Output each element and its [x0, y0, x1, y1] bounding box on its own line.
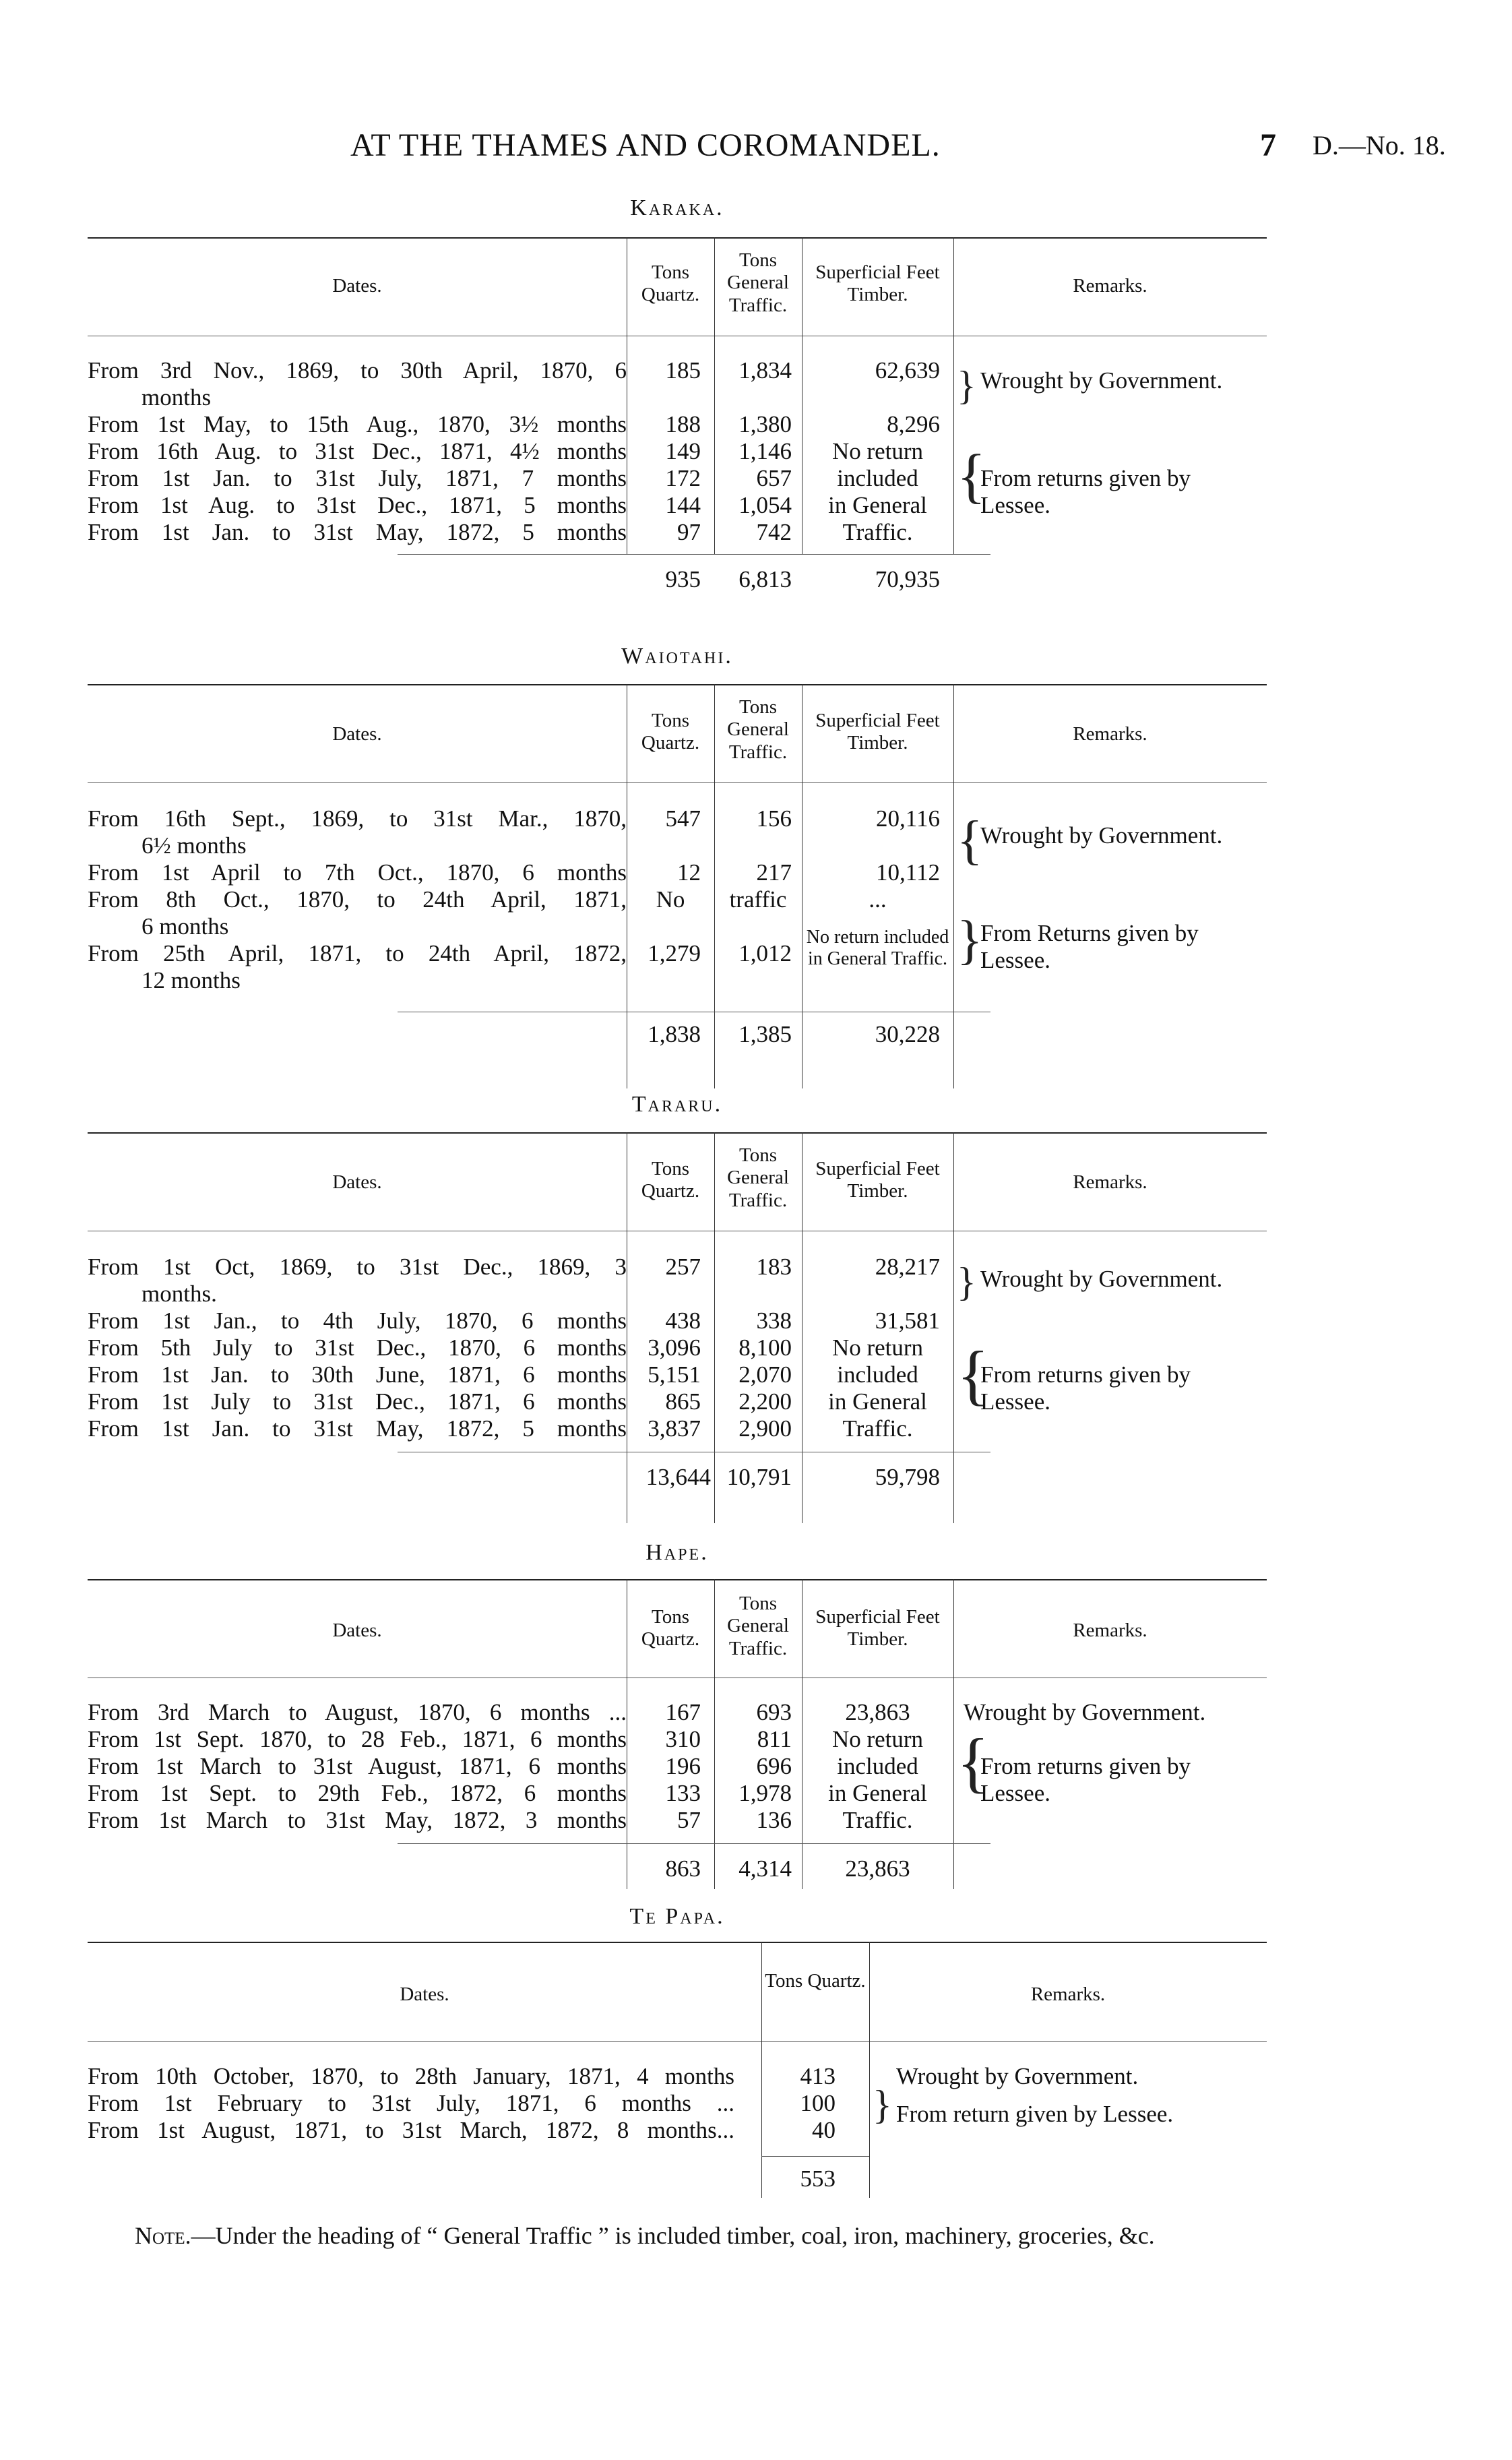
section-title: Waiotahi.: [621, 644, 733, 669]
total-timber: 59,798: [875, 1464, 940, 1490]
cell-timber: included: [837, 465, 918, 491]
cell-tons-quartz: 3,837: [648, 1415, 701, 1442]
cell-tons-quartz: 144: [665, 492, 701, 518]
divider: [88, 782, 1267, 783]
cell-tons-general: 1,380: [738, 411, 792, 437]
totals-rule: [398, 1843, 990, 1844]
total-tons-quartz: 1,838: [648, 1021, 701, 1047]
table-row-dates: From 1st Jan. to 31st July, 1871, 7 months: [88, 465, 627, 491]
cell-tons-quartz: 257: [665, 1254, 701, 1280]
cell-timber: Traffic.: [842, 1415, 913, 1442]
cell-tons-quartz: No: [656, 886, 685, 913]
table-row-dates-continued: 12 months: [141, 967, 241, 993]
cell-tons-general: 657: [756, 465, 792, 491]
document-reference: D.—No. 18.: [1313, 130, 1446, 160]
column-rule: [869, 1942, 870, 2198]
total-tons-quartz: 863: [665, 1855, 701, 1882]
note-text: —Under the heading of “ General Traffic ” is included timber, coal, iron, machinery, groceries, &c.: [191, 2222, 1155, 2249]
cell-tons-quartz: 97: [677, 519, 701, 545]
column-header-tons-general: Tons General Traffic.: [727, 1593, 789, 1659]
column-header-dates: Dates.: [332, 723, 382, 745]
remark-government: Wrought by Government.: [980, 1266, 1223, 1292]
divider: [88, 1942, 1267, 1943]
column-header-dates: Dates.: [332, 275, 382, 297]
cell-tons-general: 156: [756, 805, 792, 832]
total-tons-general: 6,813: [738, 566, 792, 592]
column-header-timber: Superficial Feet Timber.: [815, 1158, 940, 1202]
brace: }: [957, 1260, 976, 1304]
cell-timber: No return: [831, 1726, 924, 1752]
divider: [88, 684, 1267, 685]
totals-rule: [398, 554, 990, 555]
brace: {: [957, 811, 983, 870]
total-tons-quartz: 935: [665, 566, 701, 592]
remark-lessee: From returns given by Lessee.: [980, 1361, 1191, 1415]
page-number: 7: [1260, 127, 1276, 163]
table-row-dates-continued: 6 months: [141, 913, 229, 940]
waiotahi-section: [88, 644, 1267, 1075]
table-row-dates: From 5th July to 31st Dec., 1870, 6 months: [88, 1334, 627, 1361]
cell-tons-quartz: 133: [665, 1780, 701, 1806]
table-row-dates: From 3rd March to August, 1870, 6 months ...: [88, 1699, 627, 1725]
total-timber: 23,863: [845, 1855, 910, 1882]
note-label: Note.: [135, 2222, 191, 2249]
divider: [88, 1579, 1267, 1580]
brace: {: [957, 1725, 989, 1800]
table-row-dates: From 1st Jan. to 31st May, 1872, 5 months: [88, 519, 627, 545]
total-tons-general: 10,791: [726, 1464, 792, 1490]
cell-tons-quartz: 12: [677, 859, 701, 886]
table-row-dates: From 3rd Nov., 1869, to 30th April, 1870, 6: [88, 357, 627, 383]
cell-tons-quartz: 40: [812, 2117, 836, 2143]
cell-tons-quartz: 310: [665, 1726, 701, 1752]
cell-timber: 23,863: [845, 1699, 910, 1725]
table-row-dates: From 16th Aug. to 31st Dec., 1871, 4½ months: [88, 438, 627, 464]
cell-tons-general: 8,100: [738, 1334, 792, 1361]
cell-timber: ...: [869, 886, 887, 913]
remark-government: Wrought by Government.: [980, 822, 1223, 849]
column-header-timber: Superficial Feet Timber.: [815, 262, 940, 306]
divider: [88, 237, 1267, 239]
table-row-dates: From 1st Sept. 1870, to 28 Feb., 1871, 6 months: [88, 1726, 627, 1752]
column-header-tons-quartz: Tons Quartz.: [641, 1606, 700, 1651]
table-row-dates: From 8th Oct., 1870, to 24th April, 1871,: [88, 886, 627, 913]
karaka-section: [88, 195, 1267, 627]
totals-rule: [761, 2156, 869, 2157]
table-row-dates: From 1st May, to 15th Aug., 1870, 3½ months: [88, 411, 627, 437]
column-header-remarks: Remarks.: [1073, 1171, 1147, 1193]
total-tons-general: 1,385: [738, 1021, 792, 1047]
page-header: [0, 127, 1512, 167]
column-rule: [953, 1579, 954, 1889]
cell-tons-quartz: 100: [800, 2090, 836, 2116]
divider: [88, 2041, 1267, 2042]
cell-timber: No return: [831, 438, 924, 464]
cell-timber: No return included in General Traffic.: [806, 927, 949, 969]
column-rule: [953, 684, 954, 1088]
table-row-dates: From 1st Jan. to 31st May, 1872, 5 months: [88, 1415, 627, 1442]
column-header-timber: Superficial Feet Timber.: [815, 710, 940, 754]
section-title: Karaka.: [630, 195, 724, 220]
cell-timber: 20,116: [876, 805, 940, 832]
column-header-tons-quartz: Tons Quartz.: [641, 262, 700, 306]
cell-tons-general: 338: [756, 1308, 792, 1334]
remark-lessee: From Returns given by Lessee.: [980, 920, 1199, 973]
remark-lessee: From returns given by Lessee.: [980, 465, 1191, 518]
table-row-dates: From 25th April, 1871, to 24th April, 1872,: [88, 940, 627, 966]
brace: {: [957, 443, 986, 510]
table-row-dates: From 1st Aug. to 31st Dec., 1871, 5 months: [88, 492, 627, 518]
cell-timber: Traffic.: [842, 519, 913, 545]
total-tons-general: 4,314: [738, 1855, 792, 1882]
divider: [88, 1132, 1267, 1134]
column-header-remarks: Remarks.: [1030, 1984, 1106, 2005]
page-title: AT THE THAMES AND COROMANDEL.: [350, 127, 941, 163]
table-row-dates: From 1st Oct, 1869, to 31st Dec., 1869, 3: [88, 1254, 627, 1280]
table-row-dates: From 1st February to 31st July, 1871, 6 months ...: [88, 2090, 734, 2116]
cell-tons-quartz: 172: [665, 465, 701, 491]
cell-tons-general: 693: [756, 1699, 792, 1725]
cell-timber: 28,217: [875, 1254, 940, 1280]
section-title: Tararu.: [631, 1092, 723, 1117]
table-row-dates: From 1st March to 31st August, 1871, 6 months: [88, 1753, 627, 1779]
column-header-tons-general: Tons General Traffic.: [727, 1144, 789, 1211]
cell-tons-quartz: 865: [665, 1388, 701, 1415]
cell-tons-quartz: 3,096: [648, 1334, 701, 1361]
footnote: [88, 2221, 1263, 2250]
cell-tons-general: 2,900: [738, 1415, 792, 1442]
table-row-dates: From 10th October, 1870, to 28th January, 1871, 4 months: [88, 2063, 734, 2089]
cell-tons-quartz: 1,279: [648, 940, 701, 966]
table-row-dates: From 16th Sept., 1869, to 31st Mar., 1870,: [88, 805, 627, 832]
cell-tons-quartz: 57: [677, 1807, 701, 1833]
cell-timber: included: [837, 1753, 918, 1779]
table-row-dates: From 1st Sept. to 29th Feb., 1872, 6 months: [88, 1780, 627, 1806]
cell-timber: 62,639: [875, 357, 940, 383]
cell-tons-general: 2,070: [738, 1361, 792, 1388]
table-row-dates: From 1st August, 1871, to 31st March, 1872, 8 months...: [88, 2117, 734, 2143]
cell-timber: Traffic.: [842, 1807, 913, 1833]
cell-tons-general: 2,200: [738, 1388, 792, 1415]
cell-timber: included: [837, 1361, 918, 1388]
cell-tons-general: 1,978: [738, 1780, 792, 1806]
cell-tons-general: 1,012: [738, 940, 792, 966]
table-row-dates: From 1st March to 31st May, 1872, 3 months: [88, 1807, 627, 1833]
cell-tons-general: traffic: [729, 886, 787, 913]
cell-tons-quartz: 413: [800, 2063, 836, 2089]
brace: }: [957, 363, 976, 408]
cell-timber: No return: [831, 1334, 924, 1361]
table-row-dates: From 1st Jan. to 30th June, 1871, 6 months: [88, 1361, 627, 1388]
column-header-dates: Dates.: [332, 1620, 382, 1641]
total-timber: 30,228: [875, 1021, 940, 1047]
brace: {: [957, 1337, 989, 1412]
brace: }: [873, 2083, 892, 2127]
table-row-dates-continued: months.: [141, 1281, 217, 1307]
column-header-remarks: Remarks.: [1073, 723, 1147, 745]
cell-tons-general: 1,054: [738, 492, 792, 518]
column-header-tons-quartz: Tons Quartz.: [641, 1158, 700, 1202]
hape-section: [88, 1540, 1267, 1890]
cell-timber: in General: [828, 492, 927, 518]
cell-tons-quartz: 196: [665, 1753, 701, 1779]
column-header-dates: Dates.: [332, 1171, 382, 1193]
table-row-dates-continued: months: [141, 384, 212, 410]
column-header-tons-general: Tons General Traffic.: [727, 696, 789, 763]
cell-tons-quartz: 185: [665, 357, 701, 383]
remark-lessee: From return given by Lessee.: [896, 2101, 1174, 2127]
cell-tons-quartz: 167: [665, 1699, 701, 1725]
column-header-timber: Superficial Feet Timber.: [815, 1606, 940, 1651]
remark-government: Wrought by Government.: [980, 367, 1223, 394]
table-row-dates: From 1st April to 7th Oct., 1870, 6 months: [88, 859, 627, 886]
column-header-tons-quartz: Tons Quartz.: [765, 1970, 866, 1992]
table-row-dates-continued: 6½ months: [141, 832, 247, 859]
column-header-remarks: Remarks.: [1073, 275, 1147, 297]
cell-tons-quartz: 438: [665, 1308, 701, 1334]
cell-tons-general: 217: [756, 859, 792, 886]
cell-tons-general: 1,834: [738, 357, 792, 383]
total-timber: 70,935: [875, 566, 940, 592]
cell-tons-general: 811: [757, 1726, 792, 1752]
remark-government: Wrought by Government.: [964, 1699, 1206, 1725]
cell-tons-general: 183: [756, 1254, 792, 1280]
cell-timber: 10,112: [876, 859, 940, 886]
column-header-remarks: Remarks.: [1073, 1620, 1147, 1641]
cell-tons-general: 696: [756, 1753, 792, 1779]
cell-tons-general: 136: [756, 1807, 792, 1833]
remark-lessee: From returns given by Lessee.: [980, 1753, 1191, 1806]
column-header-tons-general: Tons General Traffic.: [727, 249, 789, 316]
cell-timber: 8,296: [887, 411, 940, 437]
table-row-dates: From 1st Jan., to 4th July, 1870, 6 months: [88, 1308, 627, 1334]
total-tons-quartz: 553: [800, 2165, 836, 2192]
brace: }: [957, 911, 983, 970]
column-header-dates: Dates.: [400, 1984, 449, 2005]
column-rule: [953, 237, 954, 554]
section-title: Te Papa.: [629, 1904, 725, 1929]
table-row-dates: From 1st July to 31st Dec., 1871, 6 months: [88, 1388, 627, 1415]
column-header-tons-quartz: Tons Quartz.: [641, 710, 700, 754]
cell-tons-general: 742: [756, 519, 792, 545]
tararu-section: [88, 1092, 1267, 1523]
te-papa-section: [88, 1904, 1267, 2207]
column-rule: [953, 1132, 954, 1523]
remark-government: Wrought by Government.: [896, 2063, 1139, 2089]
section-title: Hape.: [645, 1540, 709, 1565]
cell-timber: in General: [828, 1780, 927, 1806]
cell-tons-quartz: 188: [665, 411, 701, 437]
total-tons-quartz: 13,644: [645, 1464, 711, 1490]
cell-tons-quartz: 547: [665, 805, 701, 832]
cell-timber: 31,581: [875, 1308, 940, 1334]
cell-timber: in General: [828, 1388, 927, 1415]
cell-tons-quartz: 5,151: [648, 1361, 701, 1388]
cell-tons-general: 1,146: [738, 438, 792, 464]
cell-tons-quartz: 149: [665, 438, 701, 464]
